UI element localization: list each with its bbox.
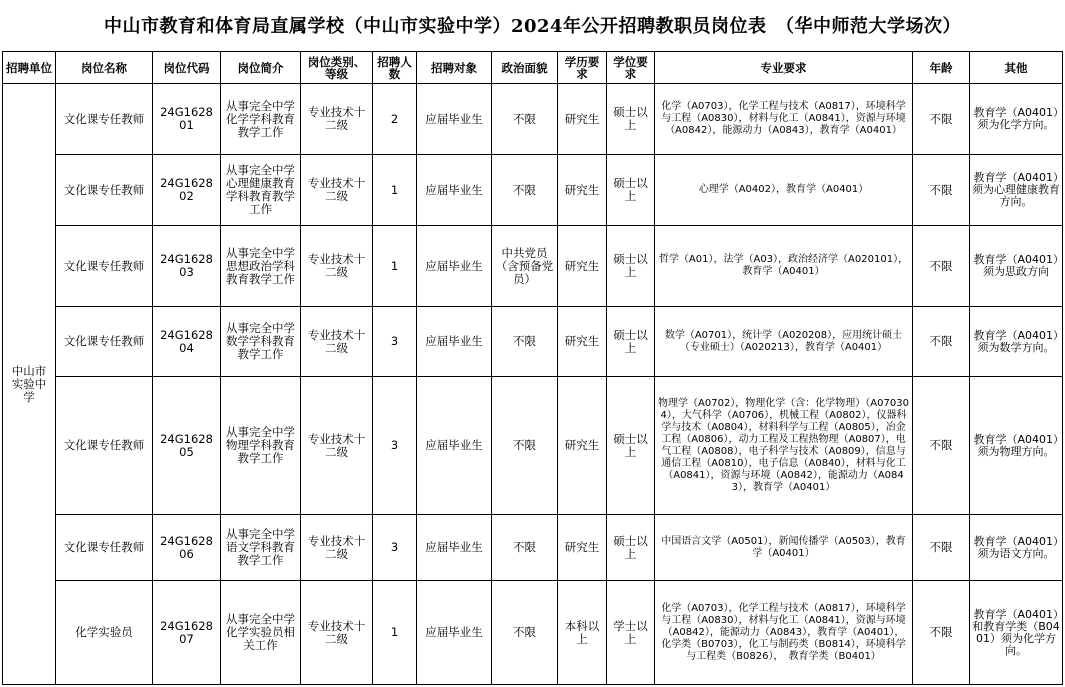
cell-position-name: 文化课专任教师 — [56, 226, 153, 307]
cell-age: 不限 — [913, 377, 970, 515]
cell-unit: 中山市实验中学 — [3, 84, 56, 685]
header-major: 专业要求 — [655, 52, 913, 84]
cell-position-name: 文化课专任教师 — [56, 515, 153, 581]
cell-degree: 硕士以上 — [607, 84, 655, 155]
header-target: 招聘对象 — [417, 52, 492, 84]
cell-major: 中国语言文学（A0501），新闻传播学（A0503），教育学（A0401） — [655, 515, 913, 581]
cell-position-intro: 从事完全中学语文学科教育教学工作 — [221, 515, 301, 581]
cell-other: 教育学（A0401）须为心理健康教育方向。 — [970, 155, 1063, 226]
cell-age: 不限 — [913, 307, 970, 377]
cell-degree: 学士以上 — [607, 581, 655, 685]
cell-age: 不限 — [913, 515, 970, 581]
cell-position-code: 24G162806 — [153, 515, 221, 581]
cell-other: 教育学（A0401）须为数学方向。 — [970, 307, 1063, 377]
cell-target: 应届毕业生 — [417, 84, 492, 155]
cell-target: 应届毕业生 — [417, 307, 492, 377]
table-row — [3, 307, 1063, 377]
cell-age: 不限 — [913, 581, 970, 685]
cell-other: 教育学（A0401）和教育学类（B0401）须为化学方向。 — [970, 581, 1063, 685]
cell-target: 应届毕业生 — [417, 226, 492, 307]
cell-major: 心理学（A0402），教育学（A0401） — [655, 155, 913, 226]
cell-political: 不限 — [492, 515, 558, 581]
cell-education: 研究生 — [558, 226, 607, 307]
cell-education: 研究生 — [558, 377, 607, 515]
cell-count: 3 — [373, 307, 417, 377]
cell-count: 2 — [373, 84, 417, 155]
cell-target: 应届毕业生 — [417, 377, 492, 515]
cell-degree: 硕士以上 — [607, 155, 655, 226]
cell-position-name: 化学实验员 — [56, 581, 153, 685]
cell-target: 应届毕业生 — [417, 581, 492, 685]
cell-position-code: 24G162805 — [153, 377, 221, 515]
table-row — [3, 377, 1063, 515]
header-age: 年龄 — [913, 52, 970, 84]
cell-category: 专业技术十二级 — [301, 155, 373, 226]
header-count: 招聘人数 — [373, 52, 417, 84]
header-position-intro: 岗位简介 — [221, 52, 301, 84]
cell-position-code: 24G162807 — [153, 581, 221, 685]
cell-degree: 硕士以上 — [607, 307, 655, 377]
table-row — [3, 581, 1063, 685]
cell-target: 应届毕业生 — [417, 155, 492, 226]
cell-category: 专业技术十二级 — [301, 581, 373, 685]
table-row — [3, 155, 1063, 226]
cell-position-name: 文化课专任教师 — [56, 307, 153, 377]
header-education: 学历要求 — [558, 52, 607, 84]
header-political: 政治面貌 — [492, 52, 558, 84]
cell-other: 教育学（A0401）须为物理方向。 — [970, 377, 1063, 515]
cell-position-name: 文化课专任教师 — [56, 377, 153, 515]
cell-age: 不限 — [913, 84, 970, 155]
cell-category: 专业技术十二级 — [301, 226, 373, 307]
recruitment-table — [2, 51, 1063, 685]
cell-political: 不限 — [492, 155, 558, 226]
cell-education: 研究生 — [558, 515, 607, 581]
header-other: 其他 — [970, 52, 1063, 84]
header-degree: 学位要求 — [607, 52, 655, 84]
header-position-name: 岗位名称 — [56, 52, 153, 84]
cell-position-intro: 从事完全中学化学实验员相关工作 — [221, 581, 301, 685]
cell-position-code: 24G162801 — [153, 84, 221, 155]
cell-age: 不限 — [913, 155, 970, 226]
header-unit: 招聘单位 — [3, 52, 56, 84]
cell-category: 专业技术十二级 — [301, 515, 373, 581]
cell-position-code: 24G162802 — [153, 155, 221, 226]
cell-degree: 硕士以上 — [607, 226, 655, 307]
cell-position-name: 文化课专任教师 — [56, 84, 153, 155]
table-row — [3, 515, 1063, 581]
cell-degree: 硕士以上 — [607, 515, 655, 581]
cell-category: 专业技术十二级 — [301, 307, 373, 377]
header-category: 岗位类别、等级 — [301, 52, 373, 84]
cell-education: 研究生 — [558, 307, 607, 377]
cell-count: 1 — [373, 581, 417, 685]
table-row — [3, 84, 1063, 155]
header-row — [3, 52, 1063, 84]
cell-major: 化学（A0703），化学工程与技术（A0817），环境科学与工程（A0830），材料与化工（A0841），资源与环境（A0842），能源动力（A0843），教育学（A0401），化学类（B0703），化工与制药类（B0814），环境科学与工程类（B0826）， 教育学类（B0401） — [655, 581, 913, 685]
cell-count: 1 — [373, 155, 417, 226]
table-row — [3, 226, 1063, 307]
cell-education: 本科以上 — [558, 581, 607, 685]
header-position-code: 岗位代码 — [153, 52, 221, 84]
cell-count: 3 — [373, 377, 417, 515]
cell-political: 不限 — [492, 377, 558, 515]
cell-other: 教育学（A0401）须为思政方向 — [970, 226, 1063, 307]
cell-position-code: 24G162803 — [153, 226, 221, 307]
cell-political: 不限 — [492, 84, 558, 155]
cell-position-intro: 从事完全中学化学学科教育教学工作 — [221, 84, 301, 155]
cell-position-intro: 从事完全中学思想政治学科教育教学工作 — [221, 226, 301, 307]
cell-position-intro: 从事完全中学物理学科教育教学工作 — [221, 377, 301, 515]
cell-political: 中共党员（含预备党员） — [492, 226, 558, 307]
cell-political: 不限 — [492, 581, 558, 685]
cell-position-intro: 从事完全中学心理健康教育学科教育教学工作 — [221, 155, 301, 226]
cell-major: 物理学（A0702），物理化学（含：化学物理）（A070304），大气科学（A0706），机械工程（A0802），仪器科学与技术（A0804），材料科学与工程（A0805），冶金工程（A0806），动力工程及工程热物理（A0807），电气工程（A0808），电子科学与技术（A0809），信息与通信工程（A0810），电子信息（A0840），材料与化工（A0841），资源与环境（A0842），能源动力（A0843），教育学（A0401） — [655, 377, 913, 515]
cell-major: 数学（A0701），统计学（A020208），应用统计硕士（专业硕士）（A020213），教育学（A0401） — [655, 307, 913, 377]
cell-major: 化学（A0703），化学工程与技术（A0817），环境科学与工程（A0830），材料与化工（A0841），资源与环境（A0842），能源动力（A0843），教育学（A0401） — [655, 84, 913, 155]
cell-position-intro: 从事完全中学数学学科教育教学工作 — [221, 307, 301, 377]
cell-other: 教育学（A0401）须为语文方向。 — [970, 515, 1063, 581]
cell-category: 专业技术十二级 — [301, 84, 373, 155]
cell-position-code: 24G162804 — [153, 307, 221, 377]
cell-count: 1 — [373, 226, 417, 307]
cell-category: 专业技术十二级 — [301, 377, 373, 515]
cell-major: 哲学（A01），法学（A03），政治经济学（A020101），教育学（A0401） — [655, 226, 913, 307]
cell-target: 应届毕业生 — [417, 515, 492, 581]
cell-education: 研究生 — [558, 155, 607, 226]
cell-other: 教育学（A0401）须为化学方向。 — [970, 84, 1063, 155]
cell-count: 3 — [373, 515, 417, 581]
sheet-title: 中山市教育和体育局直属学校（中山市实验中学）2024年公开招聘教职员岗位表 （华中师范大学场次） — [103, 16, 962, 37]
cell-age: 不限 — [913, 226, 970, 307]
cell-political: 不限 — [492, 307, 558, 377]
cell-degree: 硕士以上 — [607, 377, 655, 515]
cell-education: 研究生 — [558, 84, 607, 155]
cell-position-name: 文化课专任教师 — [56, 155, 153, 226]
